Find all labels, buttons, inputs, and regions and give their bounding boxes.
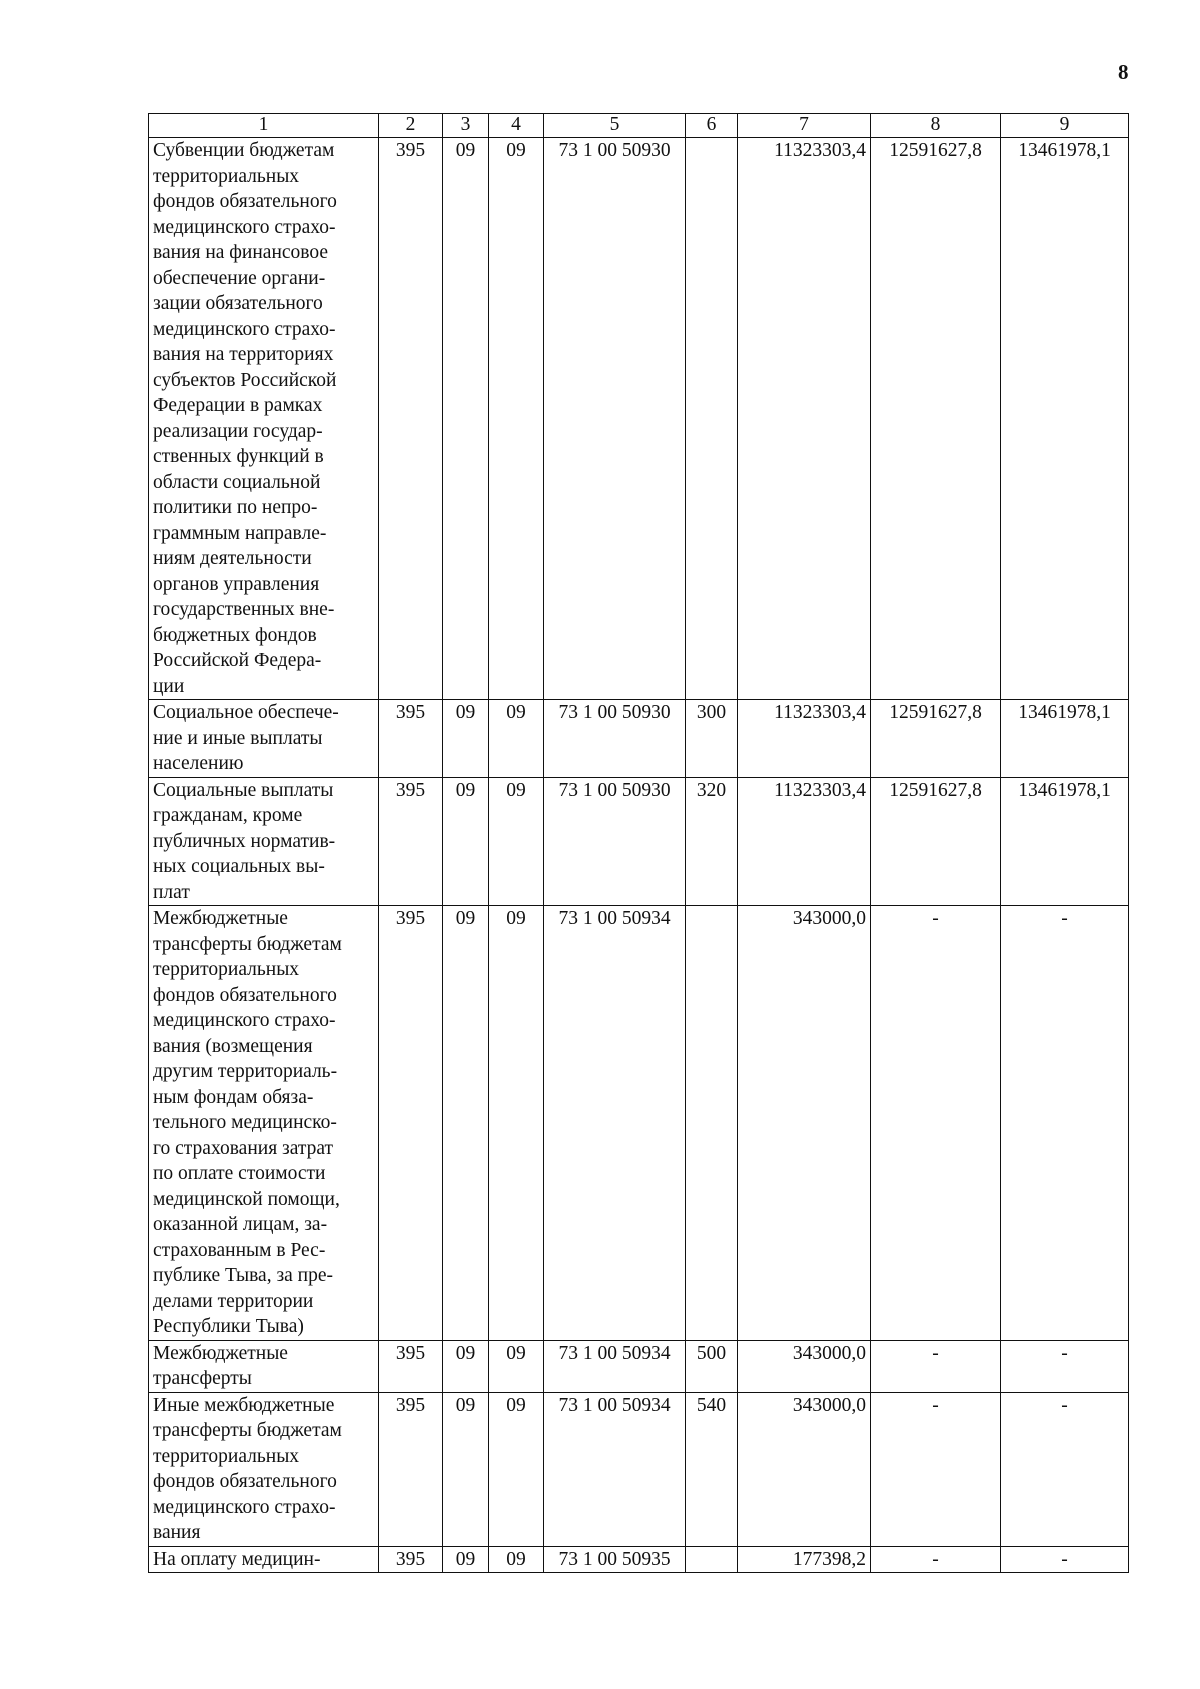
target-article-cell: 73 1 00 50930 bbox=[544, 138, 686, 700]
description-line: государственных вне- bbox=[153, 599, 335, 620]
target-article-cell: 73 1 00 50934 bbox=[544, 906, 686, 1341]
section-code-cell: 09 bbox=[443, 906, 489, 1341]
description-line: вания (возмещения bbox=[153, 1035, 313, 1057]
amount-year3-cell: 13461978,1 bbox=[1001, 700, 1129, 778]
description-line: вания bbox=[153, 1522, 201, 1543]
description-line: ниям деятельности bbox=[153, 548, 312, 569]
description-line: ние и иные выплаты bbox=[153, 727, 323, 749]
header-cell: 5 bbox=[544, 114, 686, 138]
ministry-code-cell: 395 bbox=[379, 138, 443, 700]
amount-year3-cell: - bbox=[1001, 1546, 1129, 1573]
subsection-code-cell: 09 bbox=[489, 1546, 544, 1573]
table-row bbox=[149, 777, 1129, 906]
amount-year2-cell: 12591627,8 bbox=[871, 138, 1001, 700]
description-line: ным фондам обяза- bbox=[153, 1086, 314, 1108]
amount-year3-cell: 13461978,1 bbox=[1001, 138, 1129, 700]
row-description bbox=[149, 777, 379, 906]
description-line: На оплату медицин- bbox=[153, 1548, 321, 1570]
ministry-code-cell: 395 bbox=[379, 700, 443, 778]
description-line: территориальных bbox=[153, 959, 300, 980]
description-line: фондов обязательного bbox=[153, 1471, 337, 1492]
amount-year3-cell: - bbox=[1001, 1340, 1129, 1392]
description-line: Социальные выплаты bbox=[153, 779, 334, 801]
description-line: Иные межбюджетные bbox=[153, 1394, 335, 1416]
section-code-cell: 09 bbox=[443, 1340, 489, 1392]
table-row bbox=[149, 906, 1129, 1341]
description-line: ственных функций в bbox=[153, 446, 324, 467]
amount-year2-cell: 12591627,8 bbox=[871, 700, 1001, 778]
ministry-code-cell: 395 bbox=[379, 1546, 443, 1573]
description-line: органов управления bbox=[153, 573, 320, 595]
expense-type-cell: 320 bbox=[686, 777, 738, 906]
section-code-cell: 09 bbox=[443, 777, 489, 906]
amount-year2-cell: - bbox=[871, 1546, 1001, 1573]
amount-year2-cell: - bbox=[871, 906, 1001, 1341]
description-line: ции bbox=[153, 675, 185, 697]
description-line: публичных норматив- bbox=[153, 830, 336, 852]
expense-type-cell bbox=[686, 1546, 738, 1573]
subsection-code-cell: 09 bbox=[489, 700, 544, 778]
description-line: Межбюджетные bbox=[153, 1342, 288, 1364]
description-line: населению bbox=[153, 753, 244, 774]
amount-year1-cell: 177398,2 bbox=[738, 1546, 871, 1573]
amount-year1-cell: 11323303,4 bbox=[738, 138, 871, 700]
row-description bbox=[149, 138, 379, 700]
description-line: территориальных bbox=[153, 1445, 300, 1467]
expense-type-cell: 540 bbox=[686, 1392, 738, 1546]
description-line: ных социальных вы- bbox=[153, 856, 325, 877]
subsection-code-cell: 09 bbox=[489, 777, 544, 906]
header-cell: 7 bbox=[738, 114, 871, 138]
header-cell: 6 bbox=[686, 114, 738, 138]
amount-year3-cell: 13461978,1 bbox=[1001, 777, 1129, 906]
table-row bbox=[149, 1392, 1129, 1546]
description-line: территориальных bbox=[153, 165, 300, 187]
amount-year2-cell: 12591627,8 bbox=[871, 777, 1001, 906]
description-line: медицинской помощи, bbox=[153, 1188, 340, 1210]
row-description bbox=[149, 1340, 379, 1392]
amount-year1-cell: 343000,0 bbox=[738, 906, 871, 1341]
amount-year3-cell: - bbox=[1001, 1392, 1129, 1546]
section-code-cell: 09 bbox=[443, 138, 489, 700]
row-description bbox=[149, 1392, 379, 1546]
row-description bbox=[149, 700, 379, 778]
expense-type-cell: 500 bbox=[686, 1340, 738, 1392]
subsection-code-cell: 09 bbox=[489, 906, 544, 1341]
header-cell: 1 bbox=[149, 114, 379, 138]
row-description bbox=[149, 1546, 379, 1573]
ministry-code-cell: 395 bbox=[379, 906, 443, 1341]
subsection-code-cell: 09 bbox=[489, 1340, 544, 1392]
header-cell: 4 bbox=[489, 114, 544, 138]
section-code-cell: 09 bbox=[443, 1392, 489, 1546]
description-line: фондов обязательного bbox=[153, 191, 337, 212]
subsection-code-cell: 09 bbox=[489, 1392, 544, 1546]
amount-year1-cell: 11323303,4 bbox=[738, 777, 871, 906]
amount-year2-cell: - bbox=[871, 1392, 1001, 1546]
amount-year1-cell: 343000,0 bbox=[738, 1392, 871, 1546]
description-line: тельного медицинско- bbox=[153, 1112, 337, 1133]
description-line: Субвенции бюджетам bbox=[153, 140, 335, 161]
description-line: плат bbox=[153, 881, 190, 903]
description-line: области социальной bbox=[153, 471, 321, 493]
description-line: публике Тыва, за пре- bbox=[153, 1265, 334, 1286]
description-line: страхованным в Рес- bbox=[153, 1239, 326, 1261]
section-code-cell: 09 bbox=[443, 1546, 489, 1573]
description-line: политики по непро- bbox=[153, 497, 318, 518]
header-cell: 2 bbox=[379, 114, 443, 138]
table-header-row bbox=[149, 114, 1129, 138]
target-article-cell: 73 1 00 50934 bbox=[544, 1340, 686, 1392]
target-article-cell: 73 1 00 50930 bbox=[544, 700, 686, 778]
description-line: Республики Тыва) bbox=[153, 1316, 304, 1337]
description-line: трансферты bbox=[153, 1368, 252, 1389]
table-row bbox=[149, 138, 1129, 700]
expense-type-cell: 300 bbox=[686, 700, 738, 778]
row-description bbox=[149, 906, 379, 1341]
description-line: Федерации в рамках bbox=[153, 395, 323, 416]
ministry-code-cell: 395 bbox=[379, 1392, 443, 1546]
description-line: субъектов Российской bbox=[153, 369, 337, 391]
header-cell: 8 bbox=[871, 114, 1001, 138]
description-line: зации обязательного bbox=[153, 293, 323, 314]
target-article-cell: 73 1 00 50930 bbox=[544, 777, 686, 906]
description-line: вания на финансовое bbox=[153, 242, 329, 263]
ministry-code-cell: 395 bbox=[379, 777, 443, 906]
description-line: го страхования затрат bbox=[153, 1137, 334, 1159]
ministry-code-cell: 395 bbox=[379, 1340, 443, 1392]
subsection-code-cell: 09 bbox=[489, 138, 544, 700]
description-line: другим территориаль- bbox=[153, 1061, 338, 1082]
amount-year1-cell: 11323303,4 bbox=[738, 700, 871, 778]
expense-type-cell bbox=[686, 906, 738, 1341]
description-line: медицинского страхо- bbox=[153, 1010, 336, 1031]
header-cell: 3 bbox=[443, 114, 489, 138]
amount-year2-cell: - bbox=[871, 1340, 1001, 1392]
description-line: граммным направле- bbox=[153, 522, 327, 544]
section-code-cell: 09 bbox=[443, 700, 489, 778]
description-line: бюджетных фондов bbox=[153, 624, 317, 646]
description-line: гражданам, кроме bbox=[153, 805, 303, 826]
budget-table bbox=[148, 113, 1129, 1573]
table-row bbox=[149, 1340, 1129, 1392]
description-line: оказанной лицам, за- bbox=[153, 1214, 328, 1235]
description-line: медицинского страхо- bbox=[153, 1496, 336, 1518]
description-line: Социальное обеспече- bbox=[153, 702, 339, 723]
target-article-cell: 73 1 00 50934 bbox=[544, 1392, 686, 1546]
description-line: фондов обязательного bbox=[153, 984, 337, 1006]
description-line: обеспечение органи- bbox=[153, 267, 326, 289]
header-cell: 9 bbox=[1001, 114, 1129, 138]
description-line: Российской Федера- bbox=[153, 650, 322, 671]
expense-type-cell bbox=[686, 138, 738, 700]
table-row bbox=[149, 1546, 1129, 1573]
description-line: по оплате стоимости bbox=[153, 1163, 326, 1184]
description-line: трансферты бюджетам bbox=[153, 1420, 342, 1441]
description-line: медицинского страхо- bbox=[153, 318, 336, 340]
amount-year1-cell: 343000,0 bbox=[738, 1340, 871, 1392]
description-line: реализации государ- bbox=[153, 420, 323, 442]
target-article-cell: 73 1 00 50935 bbox=[544, 1546, 686, 1573]
description-line: Межбюджетные bbox=[153, 908, 288, 929]
amount-year3-cell: - bbox=[1001, 906, 1129, 1341]
table-row bbox=[149, 700, 1129, 778]
description-line: делами территории bbox=[153, 1290, 314, 1312]
description-line: медицинского страхо- bbox=[153, 216, 336, 238]
page-number: 8 bbox=[1118, 60, 1129, 84]
description-line: вания на территориях bbox=[153, 344, 334, 365]
description-line: трансферты бюджетам bbox=[153, 933, 342, 955]
